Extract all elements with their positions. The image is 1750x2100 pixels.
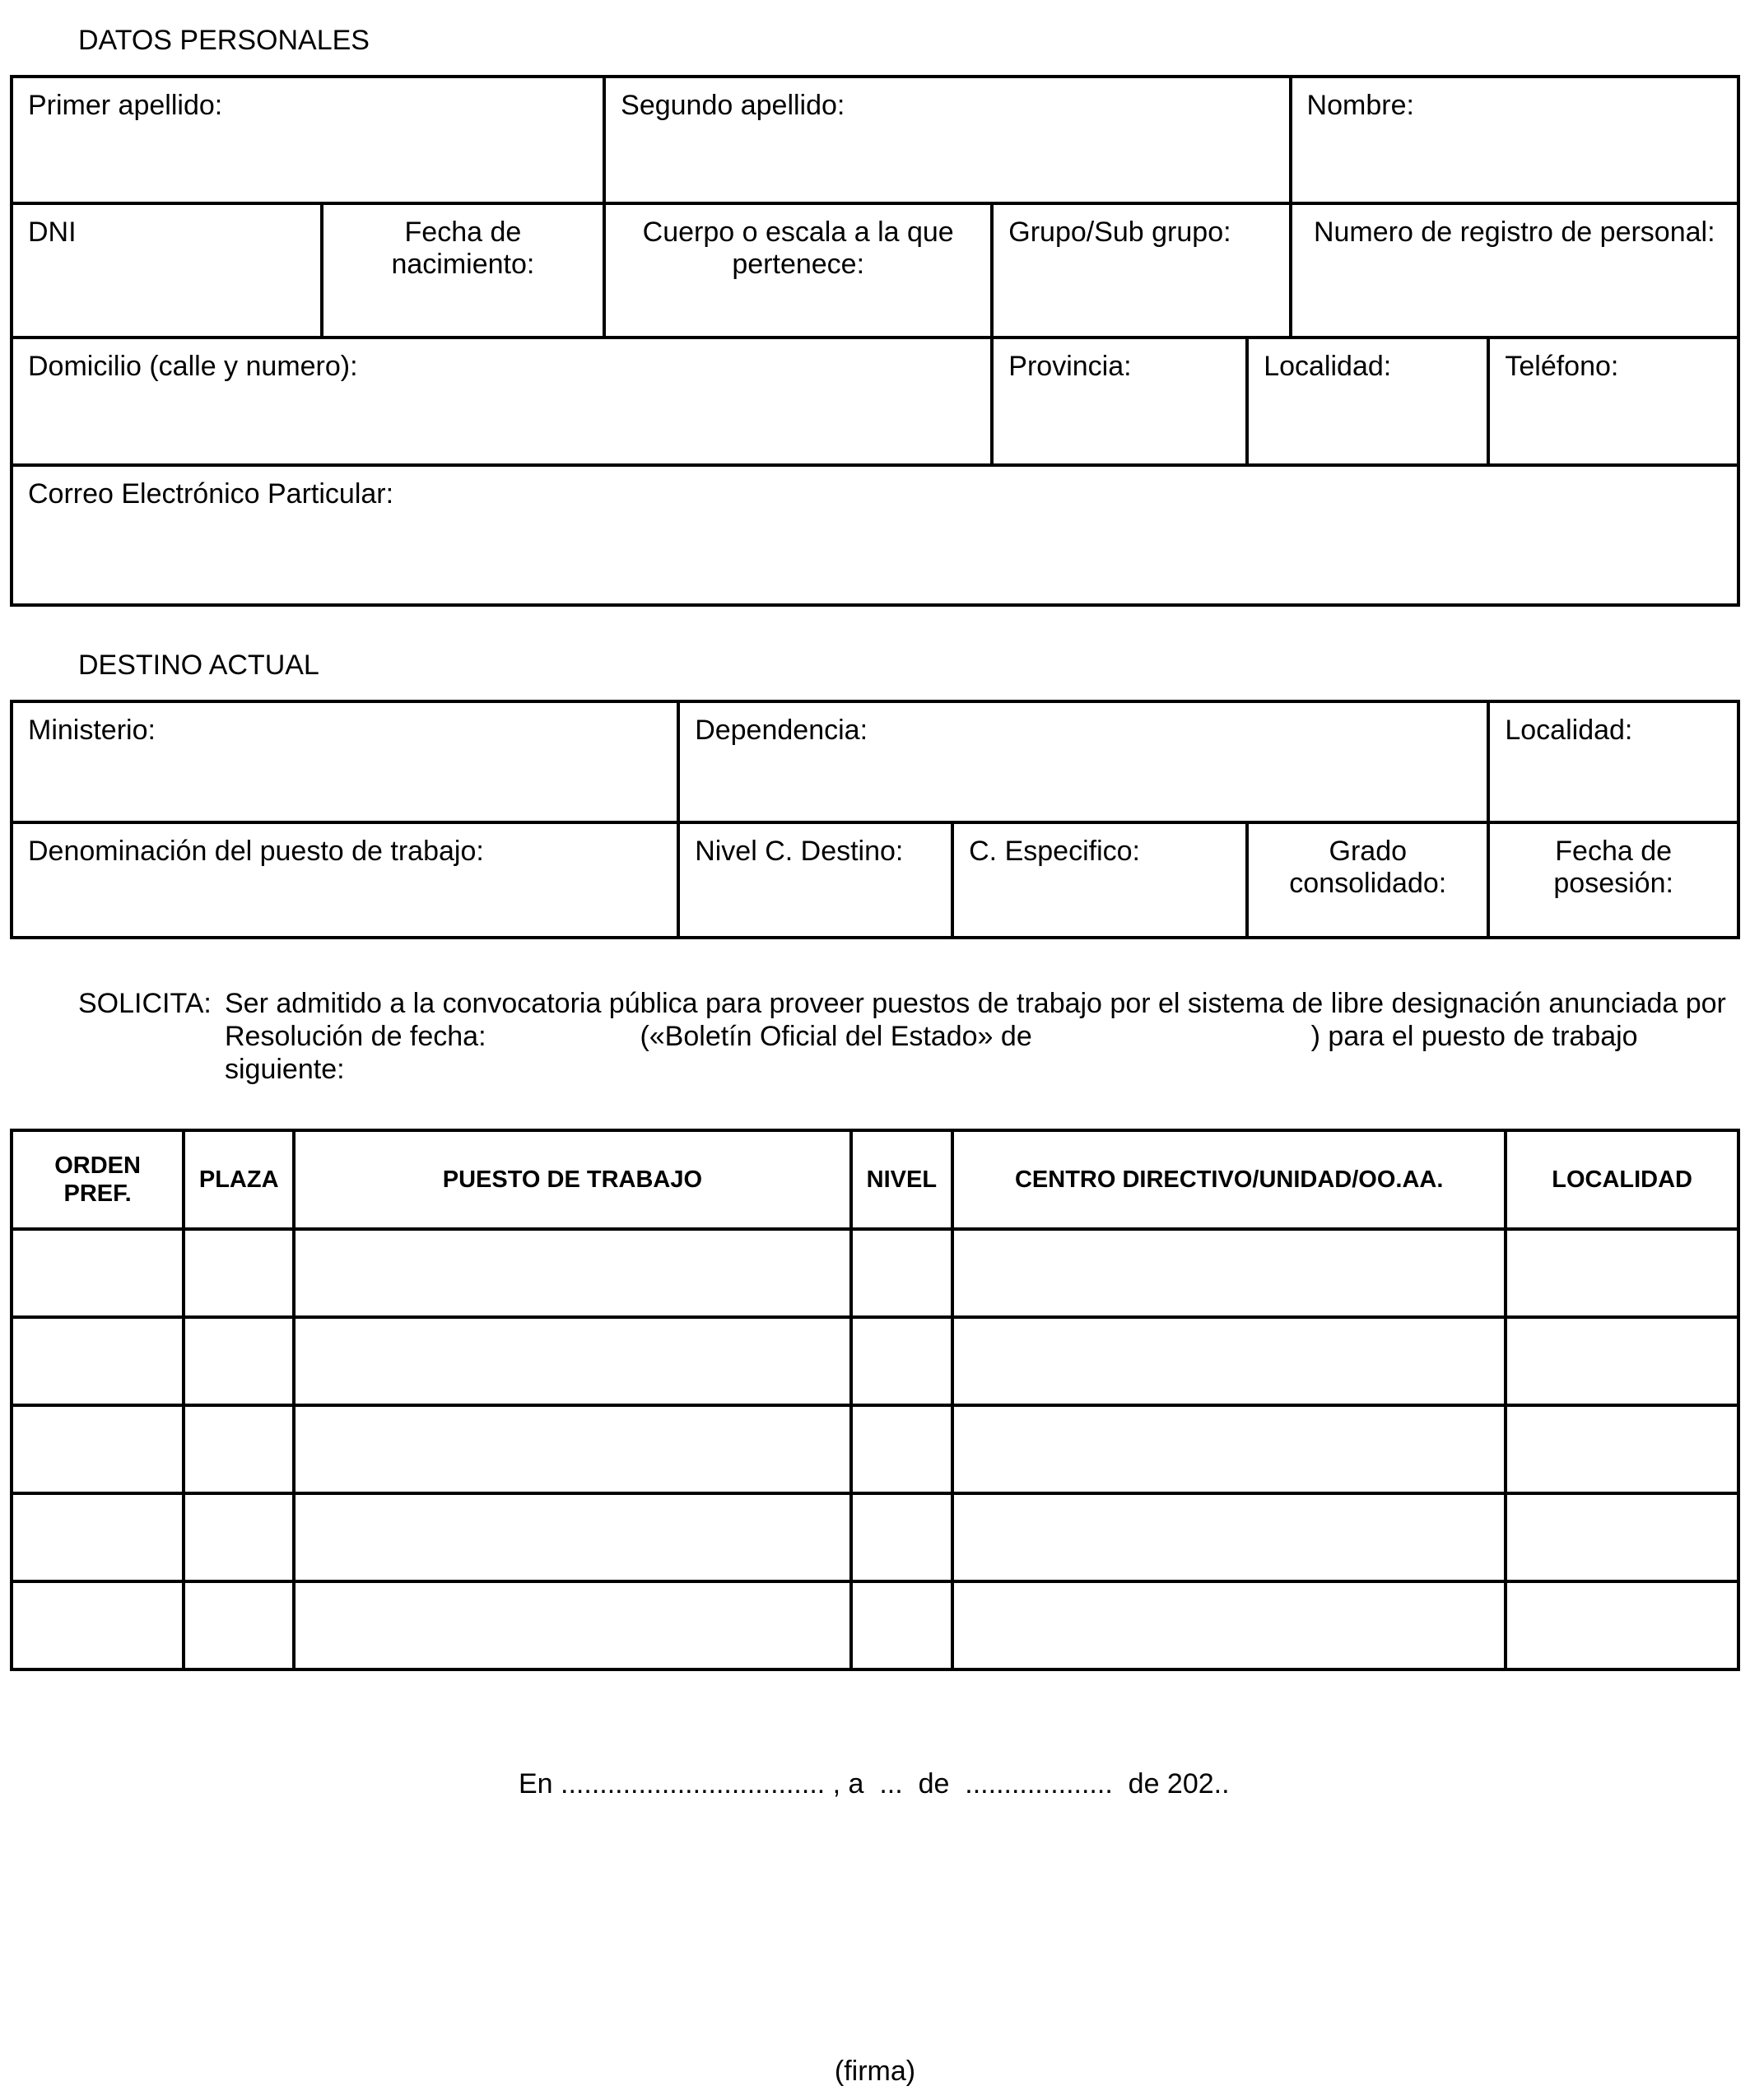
- field-grupo-subgrupo: [990, 205, 1288, 336]
- empty-cell: [182, 1319, 292, 1404]
- section-title-destino-actual: DESTINO ACTUAL: [78, 650, 319, 681]
- table-row: [13, 202, 1737, 336]
- empty-cell: [1504, 1231, 1737, 1315]
- solicita-block: [78, 987, 1737, 1086]
- datos-personales-table: [10, 75, 1740, 607]
- solicita-text-part2: («Boletín Oficial del Estado» de: [640, 1021, 1032, 1052]
- field-label: Domicilio (calle y numero):: [28, 351, 358, 382]
- field-c-especifico: [951, 824, 1245, 936]
- solicita-label: SOLICITA:: [78, 988, 212, 1019]
- field-segundo-apellido: [603, 78, 1288, 202]
- date-line: En .................................. , a ... de ................... de 202..: [519, 1768, 1230, 1800]
- field-label: Cuerpo o escala a la que pertenece:: [642, 217, 954, 280]
- field-numero-registro: [1289, 205, 1737, 336]
- table-row: [13, 1492, 1737, 1580]
- col-header-localidad: LOCALIDAD: [1504, 1132, 1737, 1227]
- field-label: Nombre:: [1306, 90, 1414, 121]
- empty-cell: [849, 1407, 952, 1492]
- destino-actual-table: [10, 700, 1740, 939]
- solicita-text-part3: ) para el puesto de trabajo siguiente:: [225, 1021, 1638, 1085]
- field-correo-electronico: [13, 467, 1737, 603]
- empty-cell: [182, 1583, 292, 1668]
- col-header-orden-pref: ORDEN PREF.: [54, 1152, 141, 1207]
- field-fecha-posesion: [1487, 824, 1737, 936]
- empty-cell: [951, 1583, 1504, 1668]
- col-header-plaza: PLAZA: [182, 1132, 292, 1227]
- signature-placeholder: (firma): [834, 2056, 916, 2087]
- field-dni: [13, 205, 320, 336]
- empty-cell: [951, 1319, 1504, 1404]
- field-nivel-c-destino: [677, 824, 951, 936]
- empty-cell: [849, 1495, 952, 1580]
- field-label: C. Especifico:: [969, 836, 1140, 867]
- empty-cell: [182, 1231, 292, 1315]
- empty-cell: [1504, 1583, 1737, 1668]
- empty-cell: [13, 1231, 182, 1315]
- puestos-table: [10, 1129, 1740, 1671]
- col-header-puesto-trabajo: PUESTO DE TRABAJO: [292, 1132, 849, 1227]
- field-label: Denominación del puesto de trabajo:: [28, 836, 484, 867]
- field-label: Teléfono:: [1505, 351, 1619, 382]
- field-provincia: [990, 339, 1245, 463]
- table-row: [13, 1315, 1737, 1404]
- col-header-centro-directivo: CENTRO DIRECTIVO/UNIDAD/OO.AA.: [951, 1132, 1504, 1227]
- field-grado-consolidado: [1245, 824, 1487, 936]
- solicita-text: [225, 987, 1737, 1086]
- section-title-datos-personales: DATOS PERSONALES: [78, 25, 370, 56]
- empty-cell: [849, 1231, 952, 1315]
- table-header-row: [13, 1132, 1737, 1227]
- field-label: Fecha de posesión:: [1553, 836, 1673, 899]
- empty-cell: [13, 1583, 182, 1668]
- field-label: Grupo/Sub grupo:: [1008, 217, 1231, 248]
- empty-cell: [292, 1495, 849, 1580]
- empty-cell: [1504, 1319, 1737, 1404]
- field-label: Ministerio:: [28, 715, 156, 746]
- empty-cell: [951, 1495, 1504, 1580]
- table-row: [13, 703, 1737, 821]
- table-row: [13, 1404, 1737, 1492]
- field-telefono: [1487, 339, 1737, 463]
- field-label: Fecha de nacimiento:: [391, 217, 535, 280]
- empty-cell: [951, 1407, 1504, 1492]
- field-label: Grado consolidado:: [1289, 836, 1447, 899]
- table-row: [13, 336, 1737, 463]
- field-label: Localidad:: [1264, 351, 1392, 382]
- field-label: Dependencia:: [695, 715, 868, 746]
- field-cuerpo-escala: [603, 205, 990, 336]
- empty-cell: [13, 1495, 182, 1580]
- empty-cell: [849, 1319, 952, 1404]
- table-row: [13, 1227, 1737, 1315]
- table-row: [13, 78, 1737, 202]
- field-ministerio: [13, 703, 677, 821]
- empty-cell: [292, 1319, 849, 1404]
- field-label: Nivel C. Destino:: [695, 836, 904, 867]
- field-dependencia: [677, 703, 1487, 821]
- empty-cell: [1504, 1407, 1737, 1492]
- empty-cell: [951, 1231, 1504, 1315]
- field-fecha-nacimiento: [320, 205, 603, 336]
- field-domicilio: [13, 339, 990, 463]
- table-row: [13, 463, 1737, 603]
- col-header-nivel: NIVEL: [849, 1132, 952, 1227]
- solicita-text-part1: Ser admitido a la convocatoria pública para proveer puestos de trabajo por el sistema de libre designación anunciada por Resolución de fecha:: [225, 988, 1726, 1052]
- empty-cell: [13, 1407, 182, 1492]
- empty-cell: [849, 1583, 952, 1668]
- field-label: Numero de registro de personal:: [1313, 217, 1715, 248]
- field-denominacion-puesto: [13, 824, 677, 936]
- field-localidad: [1245, 339, 1487, 463]
- field-label: Primer apellido:: [28, 90, 223, 121]
- empty-cell: [292, 1231, 849, 1315]
- field-label: Segundo apellido:: [621, 90, 845, 121]
- empty-cell: [182, 1407, 292, 1492]
- field-nombre: [1289, 78, 1737, 202]
- field-primer-apellido: [13, 78, 603, 202]
- empty-cell: [13, 1319, 182, 1404]
- field-label: Provincia:: [1008, 351, 1132, 382]
- field-localidad-destino: [1487, 703, 1737, 821]
- field-label: DNI: [28, 217, 77, 248]
- table-row: [13, 821, 1737, 936]
- empty-cell: [292, 1583, 849, 1668]
- field-label: Localidad:: [1505, 715, 1633, 746]
- table-row: [13, 1580, 1737, 1668]
- empty-cell: [292, 1407, 849, 1492]
- empty-cell: [182, 1495, 292, 1580]
- empty-cell: [1504, 1495, 1737, 1580]
- field-label: Correo Electrónico Particular:: [28, 478, 394, 510]
